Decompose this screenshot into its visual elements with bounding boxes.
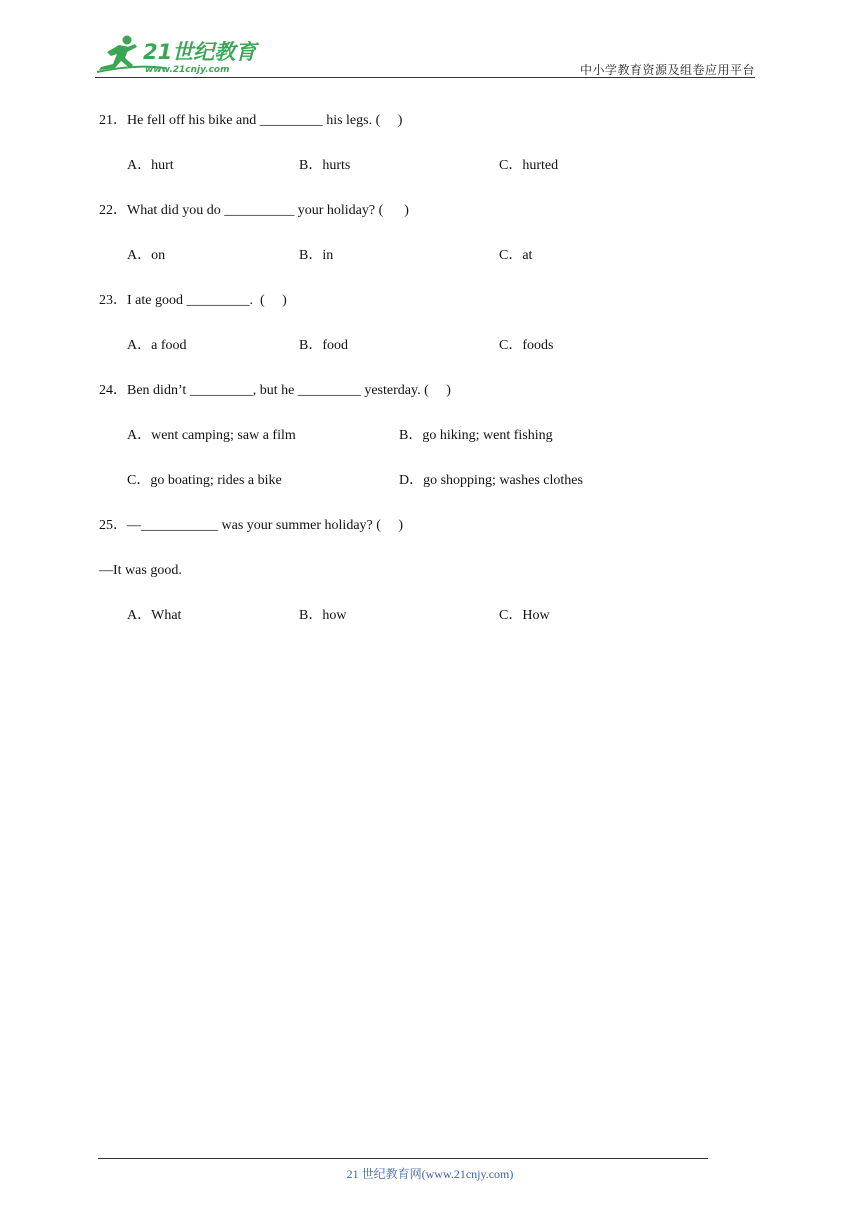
q24-option-b: B．go hiking; went fishing	[399, 428, 553, 443]
q22-option-b: B．in	[299, 248, 334, 263]
q23-option-c: C．foods	[499, 338, 554, 353]
header-platform-text: 中小学教育资源及组卷应用平台	[579, 63, 755, 77]
question-23: 23．I ate good _________. ( )	[99, 293, 287, 308]
question-24: 24．Ben didn’t _________, but he _________ yesterday. ( )	[99, 383, 451, 398]
question-25-answer-line: —It was good.	[99, 563, 182, 578]
q24-option-d: D．go shopping; washes clothes	[399, 473, 583, 488]
header-divider	[95, 77, 755, 78]
q22-option-a: A．on	[127, 248, 166, 263]
question-25: 25．—___________ was your summer holiday? ( )	[99, 518, 404, 533]
q25-option-b: B．how	[299, 608, 347, 623]
site-logo	[95, 34, 260, 76]
page-header	[95, 34, 755, 78]
q24-option-a: A．went camping; saw a film	[127, 428, 296, 443]
runner-icon	[99, 36, 137, 71]
logo-text: 21世纪教育	[143, 40, 257, 64]
q21-option-c: C．hurted	[499, 158, 559, 173]
footer-link[interactable]: 21 世纪教育网(www.21cnjy.com)	[346, 1167, 514, 1181]
q23-option-a: A．a food	[127, 338, 187, 353]
q21-option-b: B．hurts	[299, 158, 351, 173]
q21-option-a: A．hurt	[127, 158, 174, 173]
question-22: 22．What did you do __________ your holiday? ( )	[99, 203, 409, 218]
q22-option-c: C．at	[499, 248, 533, 263]
q25-option-c: C．How	[499, 608, 550, 623]
footer-divider	[98, 1158, 708, 1159]
q23-option-b: B．food	[299, 338, 348, 353]
q24-option-c: C．go boating; rides a bike	[127, 473, 282, 488]
q25-option-a: A．What	[127, 608, 182, 623]
question-21: 21．He fell off his bike and _________ his legs. ( )	[99, 113, 403, 128]
logo-url-text: www.21cnjy.com	[145, 65, 230, 75]
